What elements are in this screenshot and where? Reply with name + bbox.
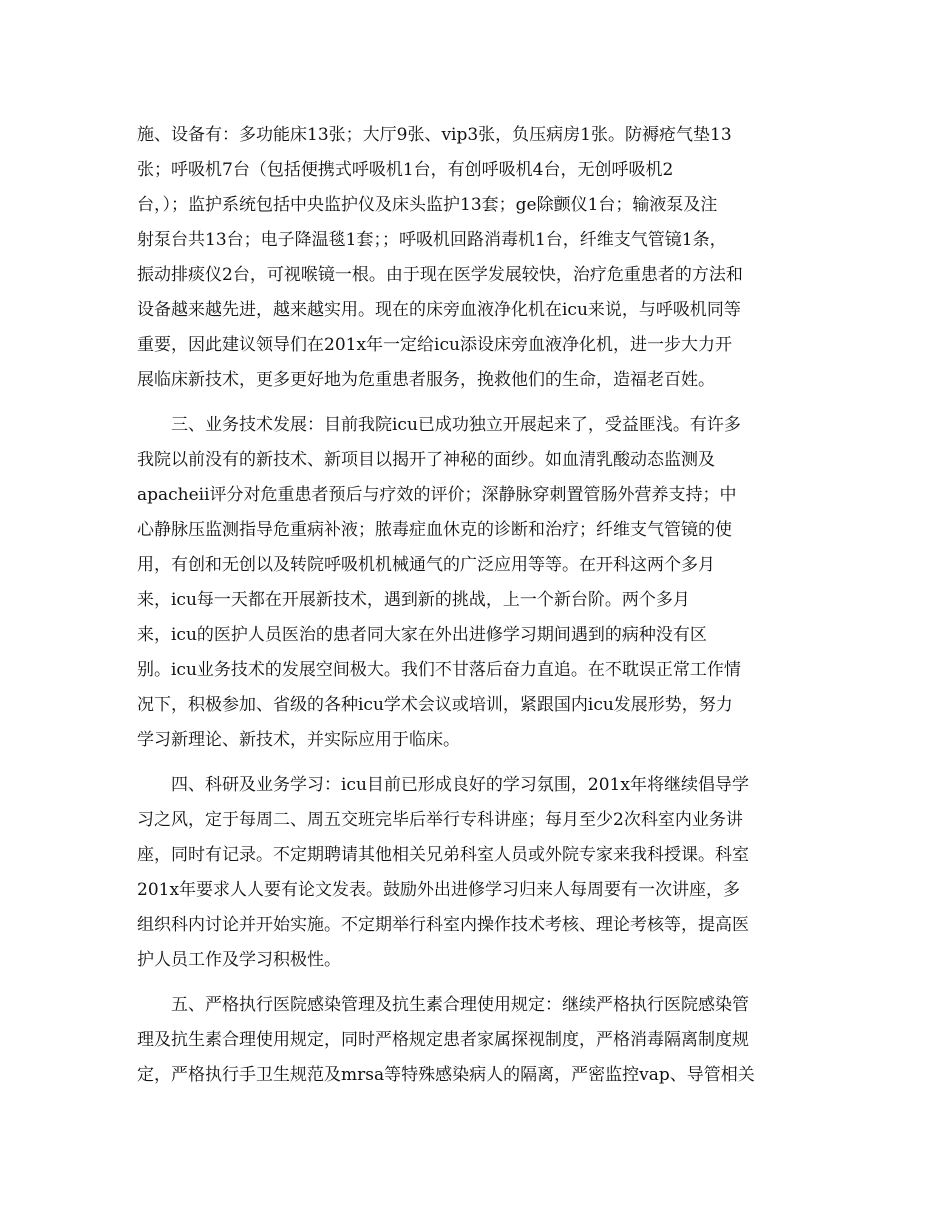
- paragraph: [137, 408, 817, 758]
- text-line: 理及抗生素合理使用规定，同时严格规定患者家属探视制度，严格消毒隔离制度规: [137, 1030, 749, 1050]
- text-line: 设备越来越先进，越来越实用。现在的床旁血液净化机在icu来说，与呼吸机同等: [137, 300, 741, 320]
- paragraph: [137, 118, 817, 398]
- paragraph-spacer: [137, 978, 817, 988]
- text-line: 定，严格执行手卫生规范及mrsa等特殊感染病人的隔离，严密监控vap、导管相关: [137, 1065, 755, 1085]
- text-line: 习之风，定于每周二、周五交班完毕后举行专科讲座；每月至少2次科室内业务讲: [137, 810, 743, 830]
- text-line: 别。icu业务技术的发展空间极大。我们不甘落后奋力直追。在不耽误正常工作情: [137, 660, 741, 680]
- text-line: 三、业务技术发展：目前我院icu已成功独立开展起来了，受益匪浅。有许多: [171, 415, 741, 435]
- text-line: 五、严格执行医院感染管理及抗生素合理使用规定：继续严格执行医院感染管: [171, 995, 749, 1015]
- text-line: 四、科研及业务学习：icu目前已形成良好的学习氛围，201x年将继续倡导学: [171, 775, 749, 795]
- text-line: 来，icu每一天都在开展新技术，遇到新的挑战，上一个新台阶。两个多月: [137, 590, 690, 610]
- text-line: 振动排痰仪2台，可视喉镜一根。由于现在医学发展较快，治疗危重患者的方法和: [137, 265, 743, 285]
- text-line: 心静脉压监测指导危重病补液；脓毒症血休克的诊断和治疗；纤维支气管镜的使: [137, 520, 732, 540]
- text-line: 施、设备有：多功能床13张；大厅9张、vip3张，负压病房1张。防褥疮气垫13: [137, 125, 732, 145]
- text-line: 用，有创和无创以及转院呼吸机机械通气的广泛应用等等。在开科这两个多月: [137, 555, 715, 575]
- paragraph: [137, 988, 817, 1093]
- text-line: 来，icu的医护人员医治的患者同大家在外出进修学习期间遇到的病种没有区: [137, 625, 707, 645]
- text-line: 201x年要求人人要有论文发表。鼓励外出进修学习归来人每周要有一次讲座，多: [137, 880, 741, 900]
- text-line: 组织科内讨论并开始实施。不定期举行科室内操作技术考核、理论考核等，提高医: [137, 915, 749, 935]
- text-line: 我院以前没有的新技术、新项目以揭开了神秘的面纱。如血清乳酸动态监测及: [137, 450, 715, 470]
- text-line: apacheⅱ评分对危重患者预后与疗效的评价；深静脉穿刺置管肠外营养支持；中: [137, 485, 737, 505]
- paragraph-spacer: [137, 398, 817, 408]
- text-line: 座，同时有记录。不定期聘请其他相关兄弟科室人员或外院专家来我科授课。科室: [137, 845, 749, 865]
- paragraph-spacer: [137, 758, 817, 768]
- text-line: 射泵台共13台；电子降温毯1套；；呼吸机回路消毒机1台，纤维支气管镜1条，: [137, 230, 727, 250]
- document-body: [137, 118, 817, 1093]
- text-line: 张；呼吸机7台（包括便携式呼吸机1台，有创呼吸机4台，无创呼吸机2: [137, 160, 674, 180]
- text-line: 学习新理论、新技术，并实际应用于临床。: [137, 730, 460, 750]
- paragraph: [137, 768, 817, 978]
- text-line: 况下，积极参加、省级的各种icu学术会议或培训，紧跟国内icu发展形势，努力: [137, 695, 733, 715]
- text-line: 护人员工作及学习积极性。: [137, 950, 341, 970]
- text-line: 展临床新技术，更多更好地为危重患者服务，挽救他们的生命，造福老百姓。: [137, 370, 715, 390]
- text-line: 重要，因此建议领导们在201x年一定给icu添设床旁血液净化机，进一步大力开: [137, 335, 732, 355]
- text-line: 台，）；监护系统包括中央监护仪及床头监护13套；ge除颤仪1台；输液泵及注: [137, 195, 718, 215]
